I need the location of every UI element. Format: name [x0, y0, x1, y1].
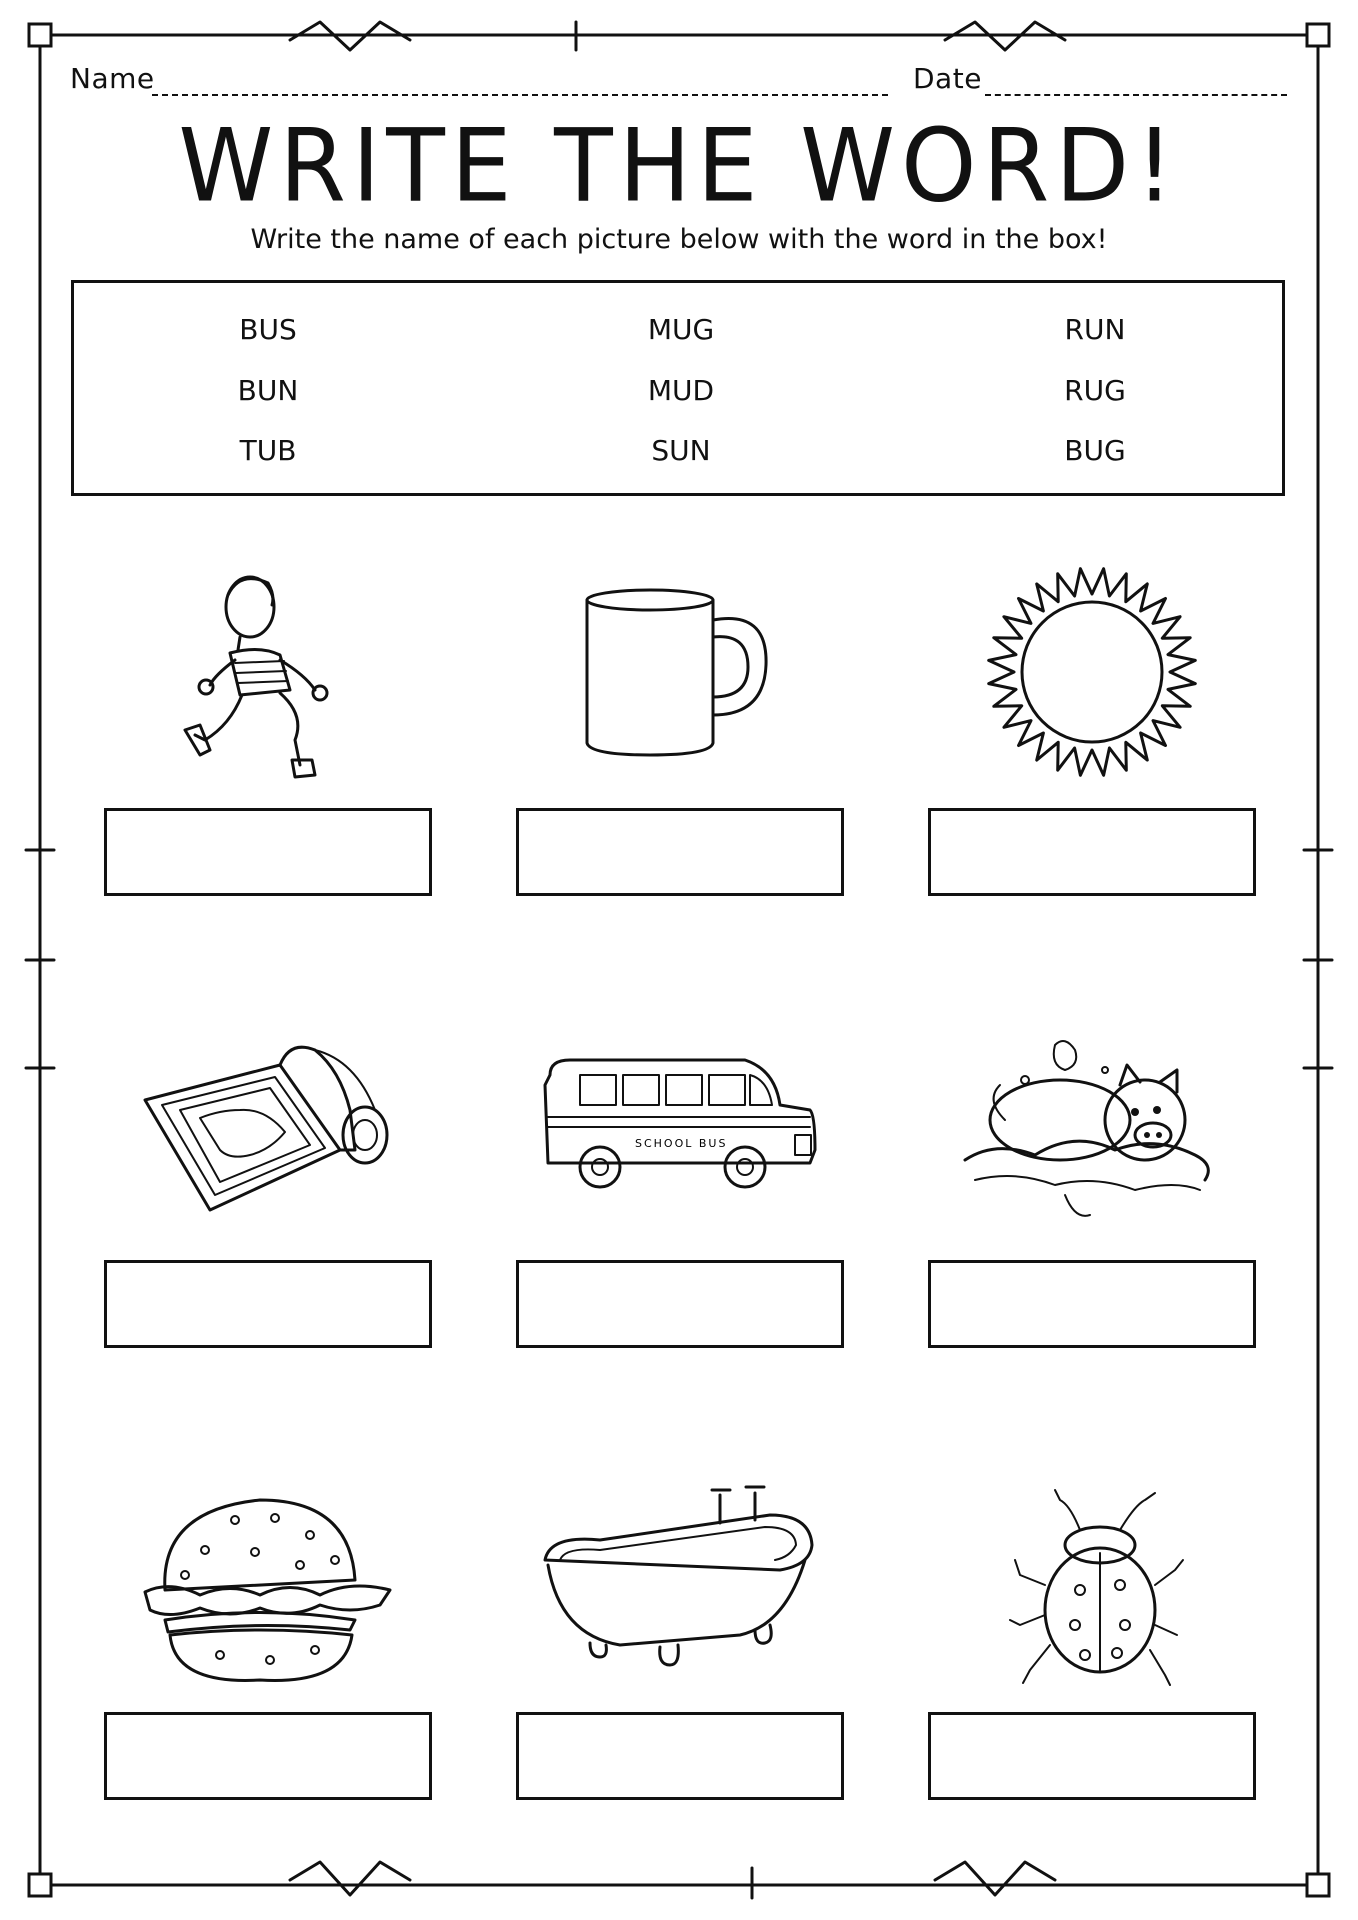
answer-box[interactable]	[104, 1712, 432, 1800]
word-bank-item: TUB	[239, 434, 297, 467]
page-title: WRITE THE WORD!	[178, 107, 1180, 225]
word-bank-item: SUN	[651, 434, 711, 467]
word-bank-item: BUG	[1064, 434, 1126, 467]
answer-box[interactable]	[516, 808, 844, 896]
answer-box[interactable]	[928, 1260, 1256, 1348]
word-bank-item: BUN	[237, 374, 299, 407]
date-label: Date	[913, 62, 982, 95]
answer-box[interactable]	[516, 1712, 844, 1800]
name-label: Name	[70, 62, 155, 95]
word-bank-item: MUD	[647, 374, 715, 407]
school-bus-icon	[540, 1055, 818, 1195]
bug-icon	[1005, 1485, 1190, 1690]
word-bank-item: MUG	[647, 313, 715, 346]
rug-icon	[140, 1040, 390, 1215]
running-boy-icon	[180, 565, 370, 780]
word-bank-item: BUS	[239, 313, 297, 346]
word-bank-item: RUN	[1064, 313, 1126, 346]
pig-in-mud-icon	[955, 1030, 1225, 1230]
mug-icon	[580, 585, 775, 760]
answer-box[interactable]	[104, 1260, 432, 1348]
answer-box[interactable]	[928, 808, 1256, 896]
instruction-text: Write the name of each picture below with the word in the box!	[250, 224, 1108, 255]
answer-box[interactable]	[516, 1260, 844, 1348]
answer-box[interactable]	[104, 808, 432, 896]
bathtub-icon	[540, 1475, 815, 1675]
bun-icon	[140, 1480, 398, 1685]
word-bank-item: RUG	[1064, 374, 1126, 407]
bus-label: SCHOOL BUS	[635, 1137, 728, 1150]
name-field[interactable]	[152, 94, 888, 96]
answer-box[interactable]	[928, 1712, 1256, 1800]
word-bank	[71, 280, 1285, 496]
date-field[interactable]	[985, 94, 1287, 96]
sun-icon	[985, 565, 1200, 780]
